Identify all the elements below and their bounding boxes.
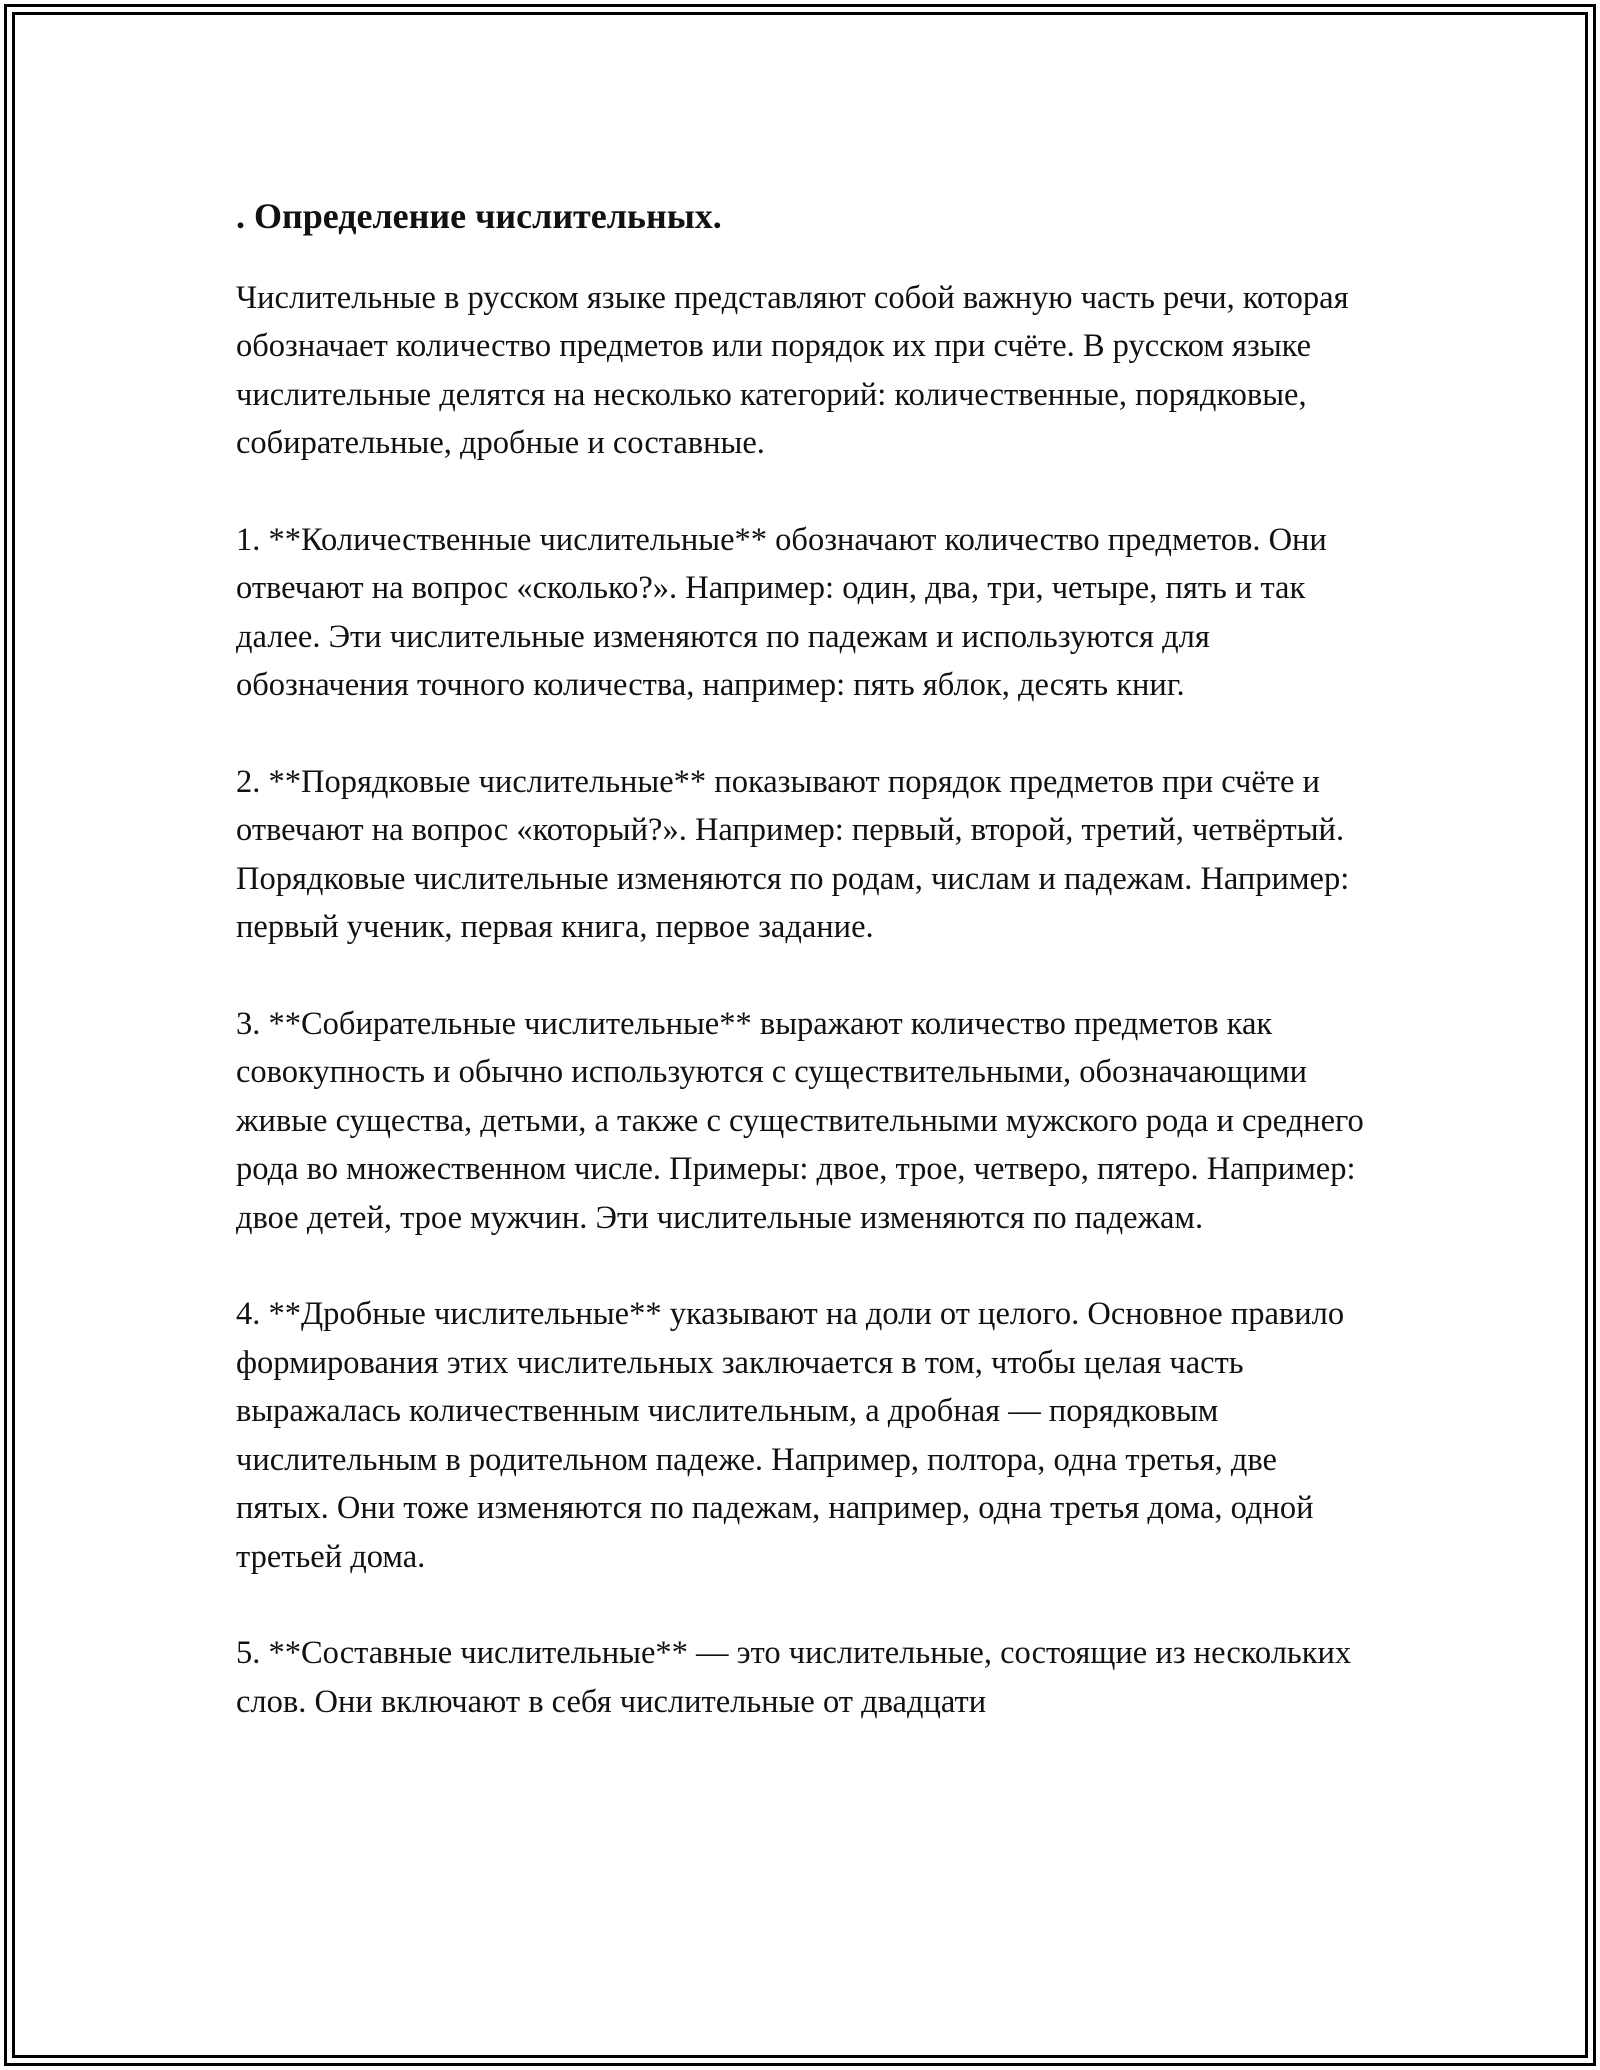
paragraph-compound-numerals: 5. **Составные числительные** — это числительные, состоящие из нескольких слов. Они включают в себя числительные от двадцати xyxy=(236,1635,1352,1720)
paragraph-cardinal-numerals: 1. **Количественные числительные** обозначают количество предметов. Они отвечают на вопрос «сколько?». Например: один, два, три, четыре, пять и так далее. Эти числительные изменяются по падежам и используются для обозначения точного количества, например: пять яблок, десять книг. xyxy=(236,522,1327,704)
document-title: . Определение числительных. xyxy=(236,196,722,236)
paragraph-fractional-numerals: 4. **Дробные числительные** указывают на доли от целого. Основное правило формирования этих числительных заключается в том, чтобы целая часть выражалась количественным числительным, а дробная — порядковым числительным в родительном падеже. Например, полтора, одна третья, две пятых. Они тоже изменяются по падежам, например, одна третья дома, одной третьей дома. xyxy=(236,1296,1345,1575)
paragraph-ordinal-numerals: 2. **Порядковые числительные** показывают порядок предметов при счёте и отвечают на вопрос «который?». Например: первый, второй, третий, четвёртый. Порядковые числительные изменяются по родам, числам и падежам. Например: первый ученик, первая книга, первое задание. xyxy=(236,764,1350,946)
document-body xyxy=(236,188,1376,1775)
intro-paragraph: Числительные в русском языке представляют собой важную часть речи, которая обозначает количество предметов или порядок их при счёте. В русском языке числительные делятся на несколько категорий: количественные, порядковые, собирательные, дробные и составные. xyxy=(236,280,1349,462)
paragraph-collective-numerals: 3. **Собирательные числительные** выражают количество предметов как совокупность и обычно используются с существительными, обозначающими живые существа, детьми, а также с существительными мужского рода и среднего рода во множественном числе. Примеры: двое, трое, четверо, пятеро. Например: двое детей, трое мужчин. Эти числительные изменяются по падежам. xyxy=(236,1006,1364,1236)
